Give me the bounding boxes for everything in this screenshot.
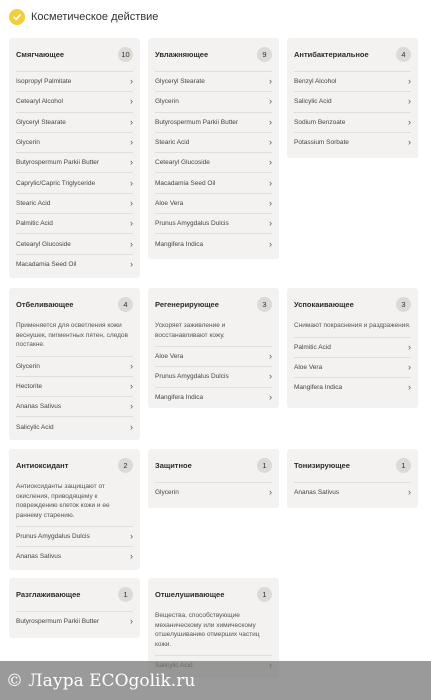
count-badge: 10	[118, 47, 133, 62]
list-item[interactable]	[16, 396, 133, 416]
list-item[interactable]	[16, 254, 133, 274]
list-item[interactable]	[16, 172, 133, 192]
chevron-right-icon: ›	[130, 137, 133, 148]
item-label: Glyceryl Stearate	[155, 78, 205, 86]
chevron-right-icon: ›	[130, 218, 133, 229]
list-item[interactable]	[294, 132, 411, 152]
chevron-right-icon: ›	[130, 401, 133, 412]
chevron-right-icon: ›	[130, 177, 133, 188]
count-badge: 3	[257, 297, 272, 312]
item-label: Ananas Sativus	[16, 553, 62, 561]
count-badge: 2	[118, 458, 133, 473]
check-icon	[9, 9, 25, 25]
chevron-right-icon: ›	[269, 371, 272, 382]
count-badge: 1	[257, 587, 272, 602]
chevron-right-icon: ›	[408, 137, 411, 148]
chevron-right-icon: ›	[269, 391, 272, 402]
list-item[interactable]	[16, 376, 133, 396]
list-item[interactable]	[294, 337, 411, 357]
list-item[interactable]	[155, 112, 272, 132]
item-label: Potassium Sorbate	[294, 139, 349, 147]
list-item[interactable]	[16, 416, 133, 436]
chevron-right-icon: ›	[130, 360, 133, 371]
chevron-right-icon: ›	[408, 361, 411, 372]
list-item[interactable]	[155, 482, 272, 502]
list-item[interactable]	[155, 172, 272, 192]
item-label: Macadamia Seed Oil	[16, 260, 77, 268]
count-badge: 1	[396, 458, 411, 473]
item-label: Isopropyl Palmitate	[16, 78, 72, 86]
chevron-right-icon: ›	[269, 96, 272, 107]
item-label: Sodium Benzoate	[294, 118, 346, 126]
item-label: Mangifera Indica	[155, 393, 204, 401]
chevron-right-icon: ›	[130, 238, 133, 249]
item-label: Mangifera Indica	[294, 384, 343, 392]
card-smoothing	[9, 578, 140, 638]
chevron-right-icon: ›	[408, 382, 411, 393]
item-label: Prunus Amygdalus Dulcis	[155, 220, 229, 228]
list-item[interactable]	[16, 213, 133, 233]
chevron-right-icon: ›	[269, 157, 272, 168]
item-label: Cetearyl Glucoside	[16, 240, 71, 248]
chevron-right-icon: ›	[269, 177, 272, 188]
chevron-right-icon: ›	[408, 96, 411, 107]
card-description: Ускоряет заживление и восстанавливают кожу.	[155, 322, 226, 339]
chevron-right-icon: ›	[130, 421, 133, 432]
item-label: Hectorite	[16, 382, 43, 390]
item-label: Caprylic/Capric Triglyceride	[16, 179, 96, 187]
count-badge: 1	[118, 587, 133, 602]
list-item[interactable]	[294, 71, 411, 91]
chevron-right-icon: ›	[130, 616, 133, 627]
count-badge: 9	[257, 47, 272, 62]
card-protective	[148, 449, 279, 508]
chevron-right-icon: ›	[130, 197, 133, 208]
section-title: Косметическое действие	[31, 11, 159, 23]
card-moisturizing	[148, 38, 279, 259]
list-item[interactable]	[16, 112, 133, 132]
list-item[interactable]	[294, 91, 411, 111]
chevron-right-icon: ›	[269, 197, 272, 208]
list-item[interactable]	[294, 112, 411, 132]
item-label: Mangifera Indica	[155, 240, 204, 248]
item-label: Ananas Sativus	[294, 489, 340, 497]
watermark-bar	[0, 661, 431, 700]
card-title: Смягчающее	[16, 49, 65, 59]
item-label: Glycerin	[155, 489, 179, 497]
list-item[interactable]	[16, 526, 133, 546]
item-label: Stearic Acid	[155, 139, 190, 147]
item-label: Butyrospermum Parkii Butter	[16, 618, 100, 626]
card-description: Вещества, способствующие механическому или химическому отшелушиванию отмерших частиц кожи.	[155, 612, 260, 648]
chevron-right-icon: ›	[130, 551, 133, 562]
item-label: Glyceryl Stearate	[16, 118, 66, 126]
chevron-right-icon: ›	[269, 487, 272, 498]
card-description: Антиоксиданты защищают от окисления, приводящему к повреждению клеток кожи и ее раннему старению.	[16, 483, 110, 519]
list-item[interactable]	[155, 71, 272, 91]
card-title: Отшелушивающее	[155, 589, 225, 599]
list-item[interactable]	[155, 233, 272, 253]
chevron-right-icon: ›	[408, 76, 411, 87]
item-label: Salicylic Acid	[16, 423, 54, 431]
chevron-right-icon: ›	[130, 157, 133, 168]
card-title: Успокаивающее	[294, 299, 354, 309]
chevron-right-icon: ›	[408, 487, 411, 498]
list-item[interactable]	[16, 546, 133, 566]
count-badge: 1	[257, 458, 272, 473]
chevron-right-icon: ›	[130, 531, 133, 542]
list-item[interactable]	[155, 91, 272, 111]
chevron-right-icon: ›	[269, 218, 272, 229]
chevron-right-icon: ›	[130, 380, 133, 391]
card-antioxidant	[9, 449, 140, 570]
card-title: Антиоксидант	[16, 460, 69, 470]
chevron-right-icon: ›	[269, 76, 272, 87]
chevron-right-icon: ›	[408, 116, 411, 127]
item-label: Palmitic Acid	[294, 343, 331, 351]
list-item[interactable]	[16, 356, 133, 376]
list-item[interactable]	[155, 193, 272, 213]
item-label: Aloe Vera	[294, 363, 323, 371]
item-label: Salicylic Acid	[294, 98, 332, 106]
count-badge: 4	[118, 297, 133, 312]
chevron-right-icon: ›	[269, 238, 272, 249]
item-label: Glycerin	[16, 362, 40, 370]
item-label: Cetearyl Alcohol	[16, 98, 63, 106]
section-header	[9, 9, 158, 25]
card-toning	[287, 449, 418, 508]
chevron-right-icon: ›	[269, 351, 272, 362]
item-label: Butyrospermum Parkii Butter	[16, 159, 100, 167]
chevron-right-icon: ›	[130, 258, 133, 269]
watermark-text: © Лаура ECOgolik.ru	[6, 670, 196, 691]
count-badge: 3	[396, 297, 411, 312]
item-label: Glycerin	[16, 139, 40, 147]
item-label: Ananas Sativus	[16, 403, 62, 411]
list-item[interactable]	[16, 233, 133, 253]
card-description: Снимают покраснения и раздражения.	[294, 322, 411, 329]
chevron-right-icon: ›	[269, 116, 272, 127]
item-label: Stearic Acid	[16, 199, 51, 207]
card-soothing	[287, 288, 418, 408]
card-title: Тонизирующее	[294, 460, 350, 470]
card-title: Увлажняющее	[155, 49, 209, 59]
list-item[interactable]	[294, 482, 411, 502]
list-item[interactable]	[16, 71, 133, 91]
list-item[interactable]	[16, 152, 133, 172]
item-label: Palmitic Acid	[16, 220, 53, 228]
item-label: Glycerin	[155, 98, 179, 106]
card-title: Защитное	[155, 460, 192, 470]
card-title: Разглаживающее	[16, 589, 81, 599]
list-item[interactable]	[155, 213, 272, 233]
count-badge: 4	[396, 47, 411, 62]
card-regenerating	[148, 288, 279, 408]
chevron-right-icon: ›	[130, 96, 133, 107]
list-item[interactable]	[155, 152, 272, 172]
list-item[interactable]	[294, 357, 411, 377]
card-whitening	[9, 288, 140, 440]
list-item[interactable]	[155, 346, 272, 366]
chevron-right-icon: ›	[130, 76, 133, 87]
item-label: Prunus Amygdalus Dulcis	[155, 373, 229, 381]
list-item[interactable]	[16, 193, 133, 213]
card-antibacterial	[287, 38, 418, 158]
list-item[interactable]	[155, 366, 272, 386]
list-item[interactable]	[155, 387, 272, 407]
list-item[interactable]	[16, 132, 133, 152]
item-label: Cetearyl Glucoside	[155, 159, 210, 167]
item-label: Macadamia Seed Oil	[155, 179, 216, 187]
item-label: Prunus Amygdalus Dulcis	[16, 533, 90, 541]
item-label: Aloe Vera	[155, 199, 184, 207]
list-item[interactable]	[16, 91, 133, 111]
card-description: Применяется для осветления кожи веснушек, пигментных пятен, следов постакне.	[16, 322, 128, 348]
card-title: Регенерирующее	[155, 299, 219, 309]
chevron-right-icon: ›	[130, 116, 133, 127]
chevron-right-icon: ›	[408, 341, 411, 352]
item-label: Butyrospermum Parkii Butter	[155, 118, 239, 126]
chevron-right-icon: ›	[269, 137, 272, 148]
card-title: Антибактериальное	[294, 49, 369, 59]
card-softening	[9, 38, 140, 278]
list-item[interactable]	[294, 377, 411, 397]
item-label: Benzyl Alcohol	[294, 78, 337, 86]
list-item[interactable]	[16, 611, 133, 631]
card-title: Отбеливающее	[16, 299, 74, 309]
list-item[interactable]	[155, 132, 272, 152]
item-label: Aloe Vera	[155, 353, 184, 361]
